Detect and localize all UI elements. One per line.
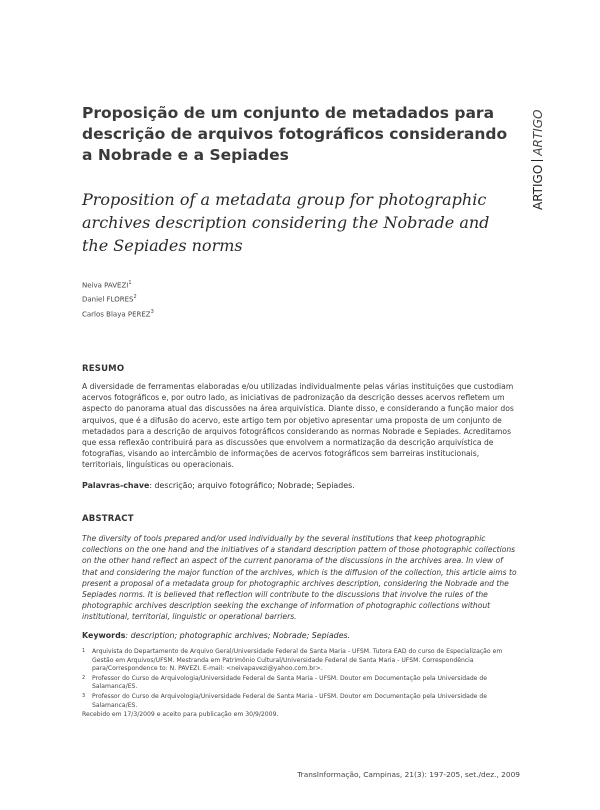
footnotes [82,648,522,720]
footnote: 2 Professor do Curso de Arquivologia/Universidade Federal de Santa Maria - UFSM. Doutor em Documentação pela Universidade de Salamanca/ES. [82,674,487,691]
abstract-text: The diversity of tools prepared and/or used individually by the several institutions that keep photographic collections on the one hand and the initiatives of a standard description pattern of those photographic collections on the other hand reflect an aspect of the current panorama of the discussions in the archives area. In view of that and considering the major function of the archives, which is the diffusion of the collection, this article aims to present a proposal of a metadata group for photographic archives description, considering the Nobrade and the Sepiades norms. It is believed that reflection will contribute to the discussions that involve the rules of the photographic archives description seeking the exchange of information of photographic collections without institutional, territorial, linguistic or operational barriers. [82,534,517,622]
resumo-heading: RESUMO [82,364,125,374]
footnote: 3 Professor do Curso de Arquivologia/Universidade Federal de Santa Maria - UFSM. Doutor em Documentação pela Universidade de Salamanca/ES. [82,692,487,709]
section-tag-upright: ARTIGO [531,164,545,210]
journal-footer: TransInformação, Campinas, 21(3): 197-205, set./dez., 2009 [297,770,520,779]
title-english: Proposition of a metadata group for photographic archives description considering the Nobrade and the Sepiades norms [82,190,490,255]
section-tag-divider [531,160,543,161]
resumo-text: A diversidade de ferramentas elaboradas e/ou utilizadas individualmente pelas várias instituições que custodiam acervos fotográficos e, por outro lado, as iniciativas de padronização da descrição desses acervos refletem um aspecto do panorama atual das discussões na área arquivística. Diante disso, e considerando a função maior dos arquivos, que é a difusão do acervo, este artigo tem por objetivo apresentar uma proposta de um conjunto de metadados para a descrição de arquivos fotográficos considerando as normas Nobrade e Sepiades. Acreditamos que essa reflexão contribuirá para as discussões que envolvem a normatização da descrição arquivística de fotografias, visando ao intercâmbio de informações de acervos fotográficos sem barreiras institucionais, territoriais, linguísticas ou operacionais. [82,382,514,470]
footnote: 1 Arquivista do Departamento de Arquivo Geral/Universidade Federal de Santa Maria - UFSM. Tutora EAD do curso de Especialização em Gestão em Arquivos/UFSM. Mestranda em Patrimônio Cultural/Universidade Federal de Santa Maria - UFSM. Correspondência para/Correspondence to: N. PAVEZI. E-mail: <neivapavezi@yahoo.com.br>. [82,648,503,673]
section-tag-italic: ARTIGO [531,109,545,156]
author-list [82,277,154,320]
received-date: Recebido em 17/3/2009 e aceito para publicação em 30/9/2009. [82,711,279,719]
section-tag [531,100,555,210]
author: Daniel FLORES$^2$ [82,294,137,304]
title-portuguese: Proposição de um conjunto de metadados para descrição de arquivos fotográficos considerando a Nobrade e a Sepiades [82,104,508,164]
author: Neiva PAVEZI$^1$ [82,280,132,290]
keywords-portuguese: Palavras-chave: descrição; arquivo fotográfico; Nobrade; Sepiades. [82,481,355,490]
author: Carlos Blaya PEREZ$^3$ [82,308,154,318]
keywords-english: Keywords: description; photographic archives; Nobrade; Sepiades. [82,631,351,640]
abstract-heading: ABSTRACT [82,514,134,524]
